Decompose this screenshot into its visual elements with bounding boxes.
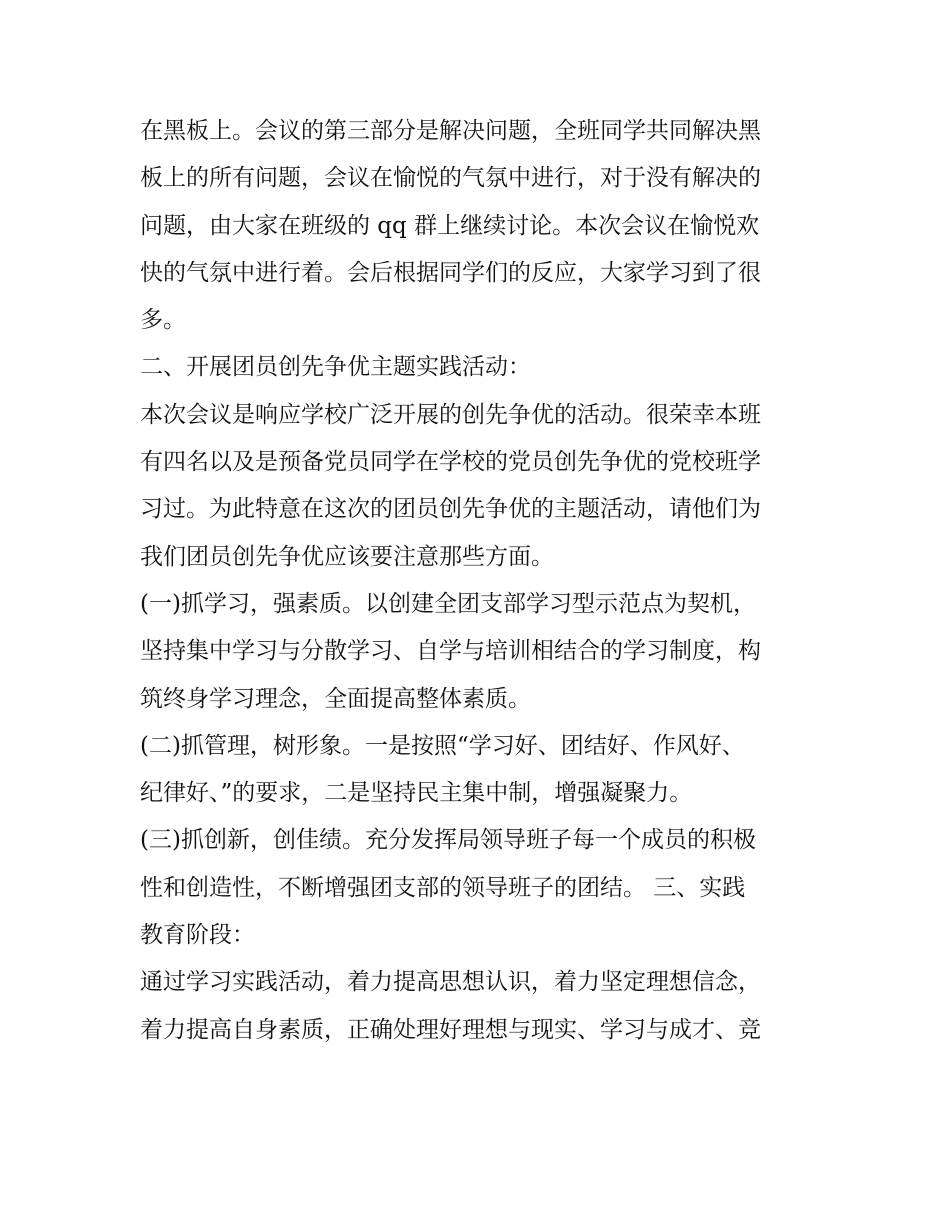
document-body (140, 108, 820, 1054)
text-line: 多。 (140, 307, 186, 334)
text-line: 教育阶段： (140, 922, 255, 949)
text-line: 习过。为此特意在这次的团员创先争优的主题活动，请他们为 (140, 496, 761, 523)
text-line: 坚持集中学习与分散学习、自学与培训相结合的学习制度，构 (140, 638, 761, 665)
text-line: 快的气氛中进行着。会后根据同学们的反应，大家学习到了很 (140, 259, 761, 286)
text-line: 本次会议是响应学校广泛开展的创先争优的活动。很荣幸本班 (140, 401, 761, 428)
list-item-2: (二)抓管理，树形象。一是按照“学习好、团结好、作风好、 (140, 732, 745, 759)
text-line: 板上的所有问题，会议在愉悦的气氛中进行，对于没有解决的 (140, 165, 761, 192)
text-line: 性和创造性，不断增强团支部的领导班子的团结。 三、实践 (140, 874, 746, 901)
list-item-3: (三)抓创新，创佳绩。充分发挥局领导班子每一个成员的积极 (140, 827, 756, 854)
text-line: 我们团员创先争优应该要注意那些方面。 (140, 543, 554, 570)
text-line: 在黑板上。会议的第三部分是解决问题，全班同学共同解决黑 (140, 118, 761, 144)
text-line: 筑终身学习理念，全面提高整体素质。 (140, 685, 531, 712)
text-line: 着力提高自身素质，正确处理好理想与现实、学习与成才、竞 (140, 1016, 761, 1043)
text-line: 有四名以及是预备党员同学在学校的党员创先争优的党校班学 (140, 449, 761, 476)
text-line: 通过学习实践活动，着力提高思想认识，着力坚定理想信念， (140, 969, 761, 996)
text-line: 纪律好、”的要求，二是坚持民主集中制，增强凝聚力。 (140, 780, 693, 807)
section-heading: 二、开展团员创先争优主题实践活动： (140, 354, 531, 381)
text-line: 问题，由大家在班级的 qq 群上继续讨论。本次会议在愉悦欢 (140, 212, 760, 239)
list-item-1: (一)抓学习，强素质。以创建全团支部学习型示范点为契机， (140, 590, 756, 617)
